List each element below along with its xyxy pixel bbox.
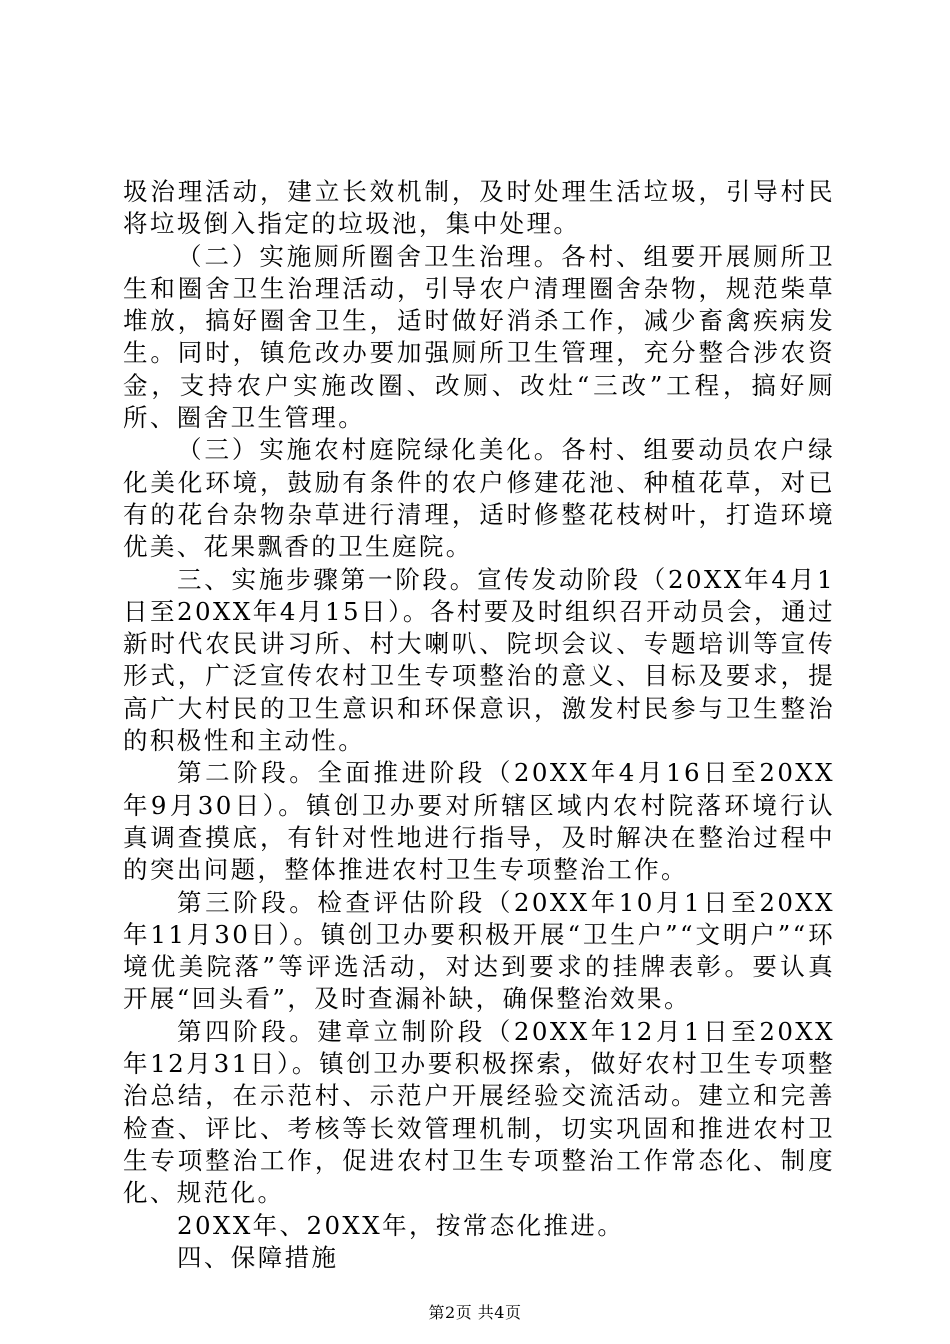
section-heading-safeguards: 四、保障措施 (177, 1242, 339, 1272)
paragraph-courtyard-greening: （三）实施农村庭院绿化美化。各村、组要动员农户绿化美化环境，鼓励有条件的农户修建花池、种植花草，对已有的花台杂物杂草进行清理，适时修整花枝树叶，打造环境优美、花果飘香的卫生庭院。 (123, 435, 835, 562)
paragraph-stage-two: 第二阶段。全面推进阶段（20XX年4月16日至20XX年9月30日）。镇创卫办要对所辖区域内农村院落环境行认真调查摸底，有针对性地进行指导，及时解决在整治过程中的突出问题，整体推进农村卫生专项整治工作。 (123, 758, 835, 885)
page-number-footer: 第2页 共4页 (428, 1303, 522, 1322)
document-body (123, 176, 835, 1274)
paragraph-garbage-continuation: 圾治理活动，建立长效机制，及时处理生活垃圾，引导村民将垃圾倒入指定的垃圾池，集中处理。 (123, 177, 835, 239)
paragraph-toilet-pen-sanitation: （二）实施厕所圈舍卫生治理。各村、组要开展厕所卫生和圈舍卫生治理活动，引导农户清理圈舍杂物，规范柴草堆放，搞好圈舍卫生，适时做好消杀工作，减少畜禽疾病发生。同时，镇危改办要加强厕所卫生管理，充分整合涉农资金，支持农户实施改圈、改厕、改灶“三改”工程，搞好厕所、圈舍卫生管理。 (123, 241, 835, 433)
paragraph-normalized-promotion: 20XX年、20XX年，按常态化推进。 (177, 1210, 625, 1240)
paragraph-stage-three: 第三阶段。检查评估阶段（20XX年10月1日至20XX年11月30日）。镇创卫办要积极开展“卫生户”“文明户”“环境优美院落”等评选活动，对达到要求的挂牌表彰。要认真开展“回头看”，及时查漏补缺，确保整治效果。 (123, 887, 835, 1014)
paragraph-stage-one: 三、实施步骤第一阶段。宣传发动阶段（20XX年4月1日至20XX年4月15日）。各村要及时组织召开动员会，通过新时代农民讲习所、村大喇叭、院坝会议、专题培训等宣传形式，广泛宣传农村卫生专项整治的意义、目标及要求，提高广大村民的卫生意识和环保意识，激发村民参与卫生整治的积极性和主动性。 (123, 564, 835, 756)
paragraph-stage-four: 第四阶段。建章立制阶段（20XX年12月1日至20XX年12月31日）。镇创卫办要积极探索，做好农村卫生专项整治总结，在示范村、示范户开展经验交流活动。建立和完善检查、评比、考核等长效管理机制，切实巩固和推进农村卫生专项整治工作，促进农村卫生专项整治工作常态化、制度化、规范化。 (123, 1016, 835, 1208)
